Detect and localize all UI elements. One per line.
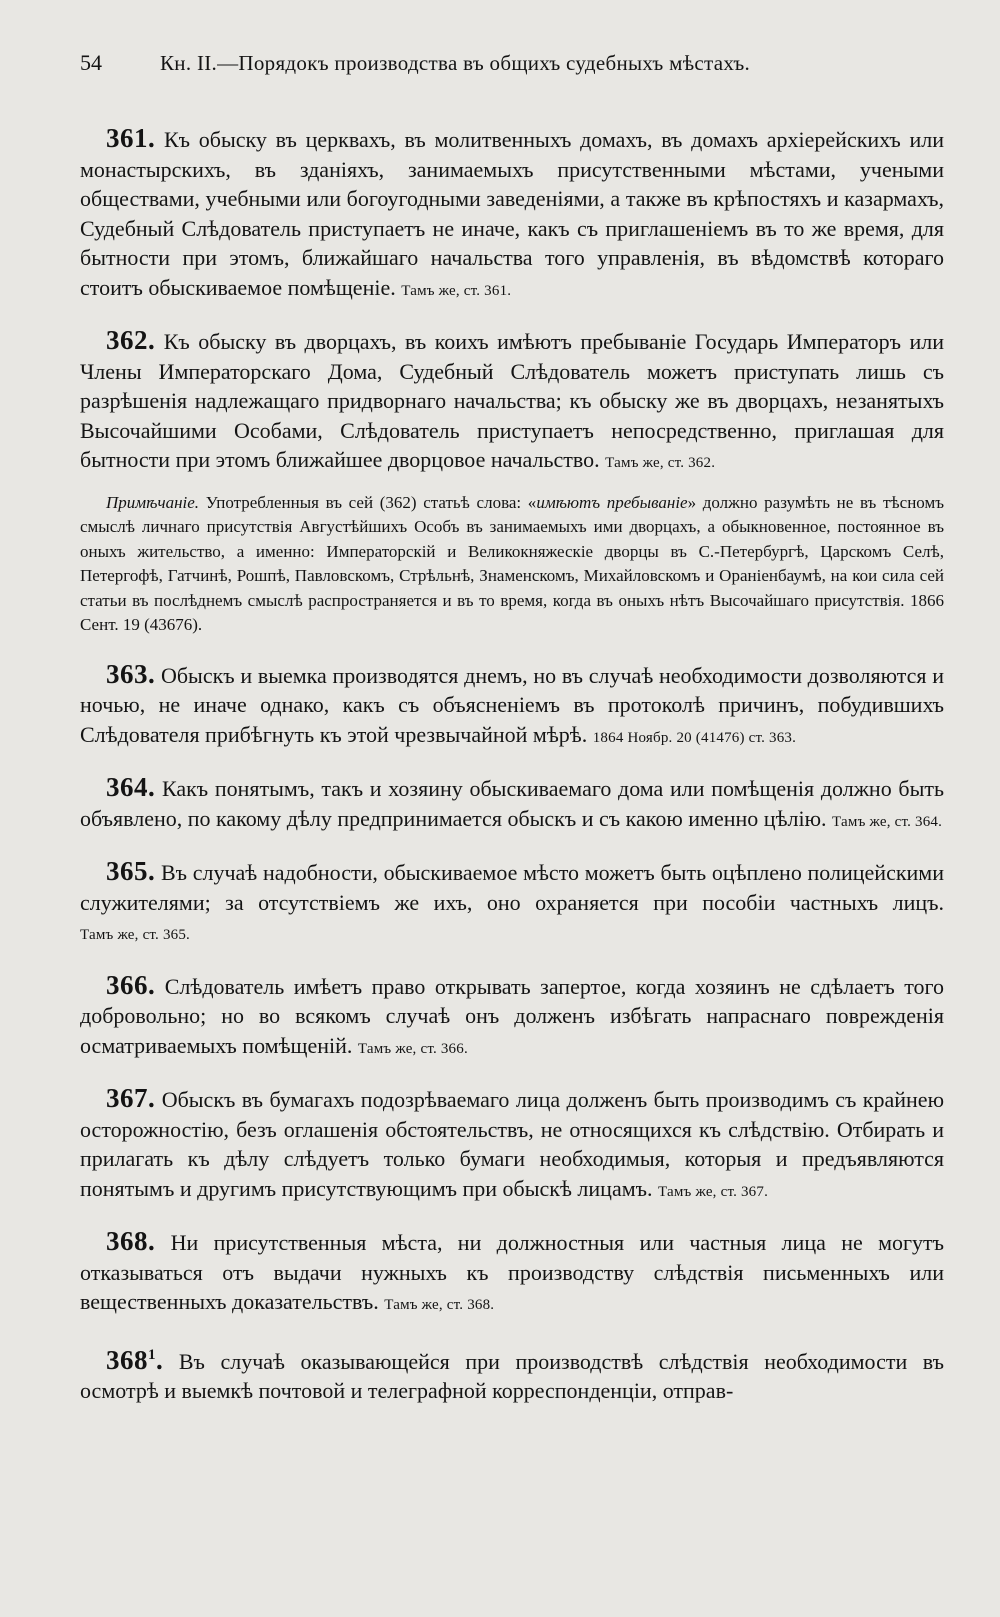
note-source: 1866 Сент. 19 (43676). xyxy=(80,590,945,634)
article-number-sup: 1 xyxy=(148,1346,156,1363)
article-number: 365. xyxy=(106,856,156,886)
article-text: Какъ понятымъ, такъ и хозяину обыскиваемаго дома или помѣщенія должно быть объявлено, по какому дѣлу предпринимается обыскъ и съ какою именно цѣлію. xyxy=(80,776,945,831)
article-source: Тамъ же, ст. 361. xyxy=(401,282,512,299)
article-368-1 xyxy=(80,1341,944,1406)
note-text-after: » должно разумѣть не въ тѣсномъ смыслѣ личнаго присутствія Августѣйшихъ Особъ въ занимаемыхъ ими дворцахъ, а обыкновенное, постоянное въ оныхъ жительство, а именно: Императорскій и Великокняжескіе дворцы въ С.-Петербургѣ, Царскомъ Селѣ, Петергофѣ, Гатчинѣ, Рошпѣ, Павловскомъ, Стрѣльнѣ, Знаменскомъ, Михайловскомъ и Ораніенбаумѣ, на кои сила сей статьи въ послѣднемъ смыслѣ распространяется и въ то время, когда въ оныхъ нѣтъ Высочайшаго присутствія. xyxy=(80,492,945,610)
article-text: Въ случаѣ оказывающейся при производствѣ слѣдствія необходимости въ осмотрѣ и выемкѣ почтовой и телеграфной корреспонденціи, отправ- xyxy=(80,1348,945,1403)
article-number: 364. xyxy=(106,772,156,802)
article-source: Тамъ же, ст. 365. xyxy=(80,927,191,943)
article-source: Тамъ же, ст. 364. xyxy=(832,813,943,830)
article-source: 1864 Ноябр. 20 (41476) ст. 363. xyxy=(592,729,797,746)
article-text: Обыскъ и выемка производятся днемъ, но въ случаѣ необходимости дозволяются и ночью, не иначе однако, какъ съ объясненіемъ въ протоколѣ причинъ, побудившихъ Слѣдователя прибѣгнуть къ этой чрезвычайной мѣрѣ. xyxy=(80,662,944,747)
page-number: 54 xyxy=(80,50,102,75)
article-364 xyxy=(80,773,944,837)
article-361 xyxy=(80,124,944,306)
note-362 xyxy=(80,491,944,638)
article-number: 366. xyxy=(106,969,156,1000)
article-362 xyxy=(80,326,944,479)
article-source: Тамъ же, ст. 368. xyxy=(384,1297,495,1313)
article-number: 361. xyxy=(106,123,156,153)
article-text: Къ обыску въ церквахъ, въ молитвенныхъ домахъ, въ домахъ архіерейскихъ или монастырскихъ, въ зданіяхъ, занимаемыхъ присутственными мѣстами, учеными обществами, учебными или богоугодными заведеніями, а также въ крѣпостяхъ и казармахъ, Судебный Слѣдователь приступаетъ не иначе, какъ съ приглашеніемъ въ то же время, для бытности при этомъ, ближайшаго начальства того управленія, въ вѣдомствѣ котораго стоитъ обыскиваемое помѣщеніе. xyxy=(80,127,944,300)
article-text: Къ обыску въ дворцахъ, въ коихъ имѣютъ пребываніе Государь Императоръ или Члены Императорскаго Дома, Судебный Слѣдователь можетъ приступать лишь съ разрѣшенія надлежащаго придворнаго начальства; къ обыску же въ дворцахъ, незанятыхъ Высочайшими Особами, Слѣдователь приступаетъ непосредственно, приглашая для бытности при этомъ ближайшее дворцовое начальство. xyxy=(80,329,944,472)
article-number: 368. xyxy=(106,1226,156,1256)
article-366 xyxy=(80,971,944,1065)
article-source: Тамъ же, ст. 366. xyxy=(357,1040,468,1057)
page-header xyxy=(80,50,944,90)
article-number: 362. xyxy=(106,325,156,355)
article-text: Слѣдователь имѣетъ право открывать запертое, когда хозяинъ не сдѣлаетъ того добровольно; но во всякомъ случаѣ онъ долженъ избѣгать напраснаго поврежденія осматриваемыхъ помѣщеній. xyxy=(80,973,944,1058)
note-label: Примѣчаніе. xyxy=(106,492,200,512)
article-363 xyxy=(80,660,944,754)
article-text: Обыскъ въ бумагахъ подозрѣваемаго лица долженъ быть производимъ съ крайнею осторожностію, безъ оглашенія обстоятельствъ, не относящихся къ слѣдствію. Отбирать и прилагать къ дѣлу слѣдуетъ только бумаги необходимыя, которыя и предъявляются понятымъ и другимъ присутствующимъ при обыскѣ лицамъ. xyxy=(80,1087,945,1201)
article-number-main: 368 xyxy=(106,1344,148,1375)
article-text: Въ случаѣ надобности, обыскиваемое мѣсто можетъ быть оцѣплено полицейскими служителями; за отсутствіемъ же ихъ, оно охраняется при пособіи частныхъ лицъ. xyxy=(80,860,945,915)
article-text: Ни присутственныя мѣста, ни должностныя или частныя лица не могутъ отказываться отъ выдачи нужныхъ къ производству слѣдствія письменныхъ или вещественныхъ доказательствъ. xyxy=(80,1230,944,1314)
article-number: 367. xyxy=(106,1083,156,1113)
article-368 xyxy=(80,1227,944,1321)
article-367 xyxy=(80,1084,944,1207)
article-number: $368^1$. xyxy=(106,1344,164,1375)
article-source: Тамъ же, ст. 367. xyxy=(658,1183,769,1200)
article-365 xyxy=(80,857,944,951)
article-number: 363. xyxy=(106,658,156,689)
note-text-before: Употребленныя въ сей (362) статьѣ слова: « xyxy=(205,492,537,512)
note-emphasis: имѣютъ пребываніе xyxy=(536,492,688,512)
running-head: Кн. II.—Порядокъ производства въ общихъ судебныхъ мѣстахъ. xyxy=(160,51,751,75)
article-source: Тамъ же, ст. 362. xyxy=(605,455,716,471)
